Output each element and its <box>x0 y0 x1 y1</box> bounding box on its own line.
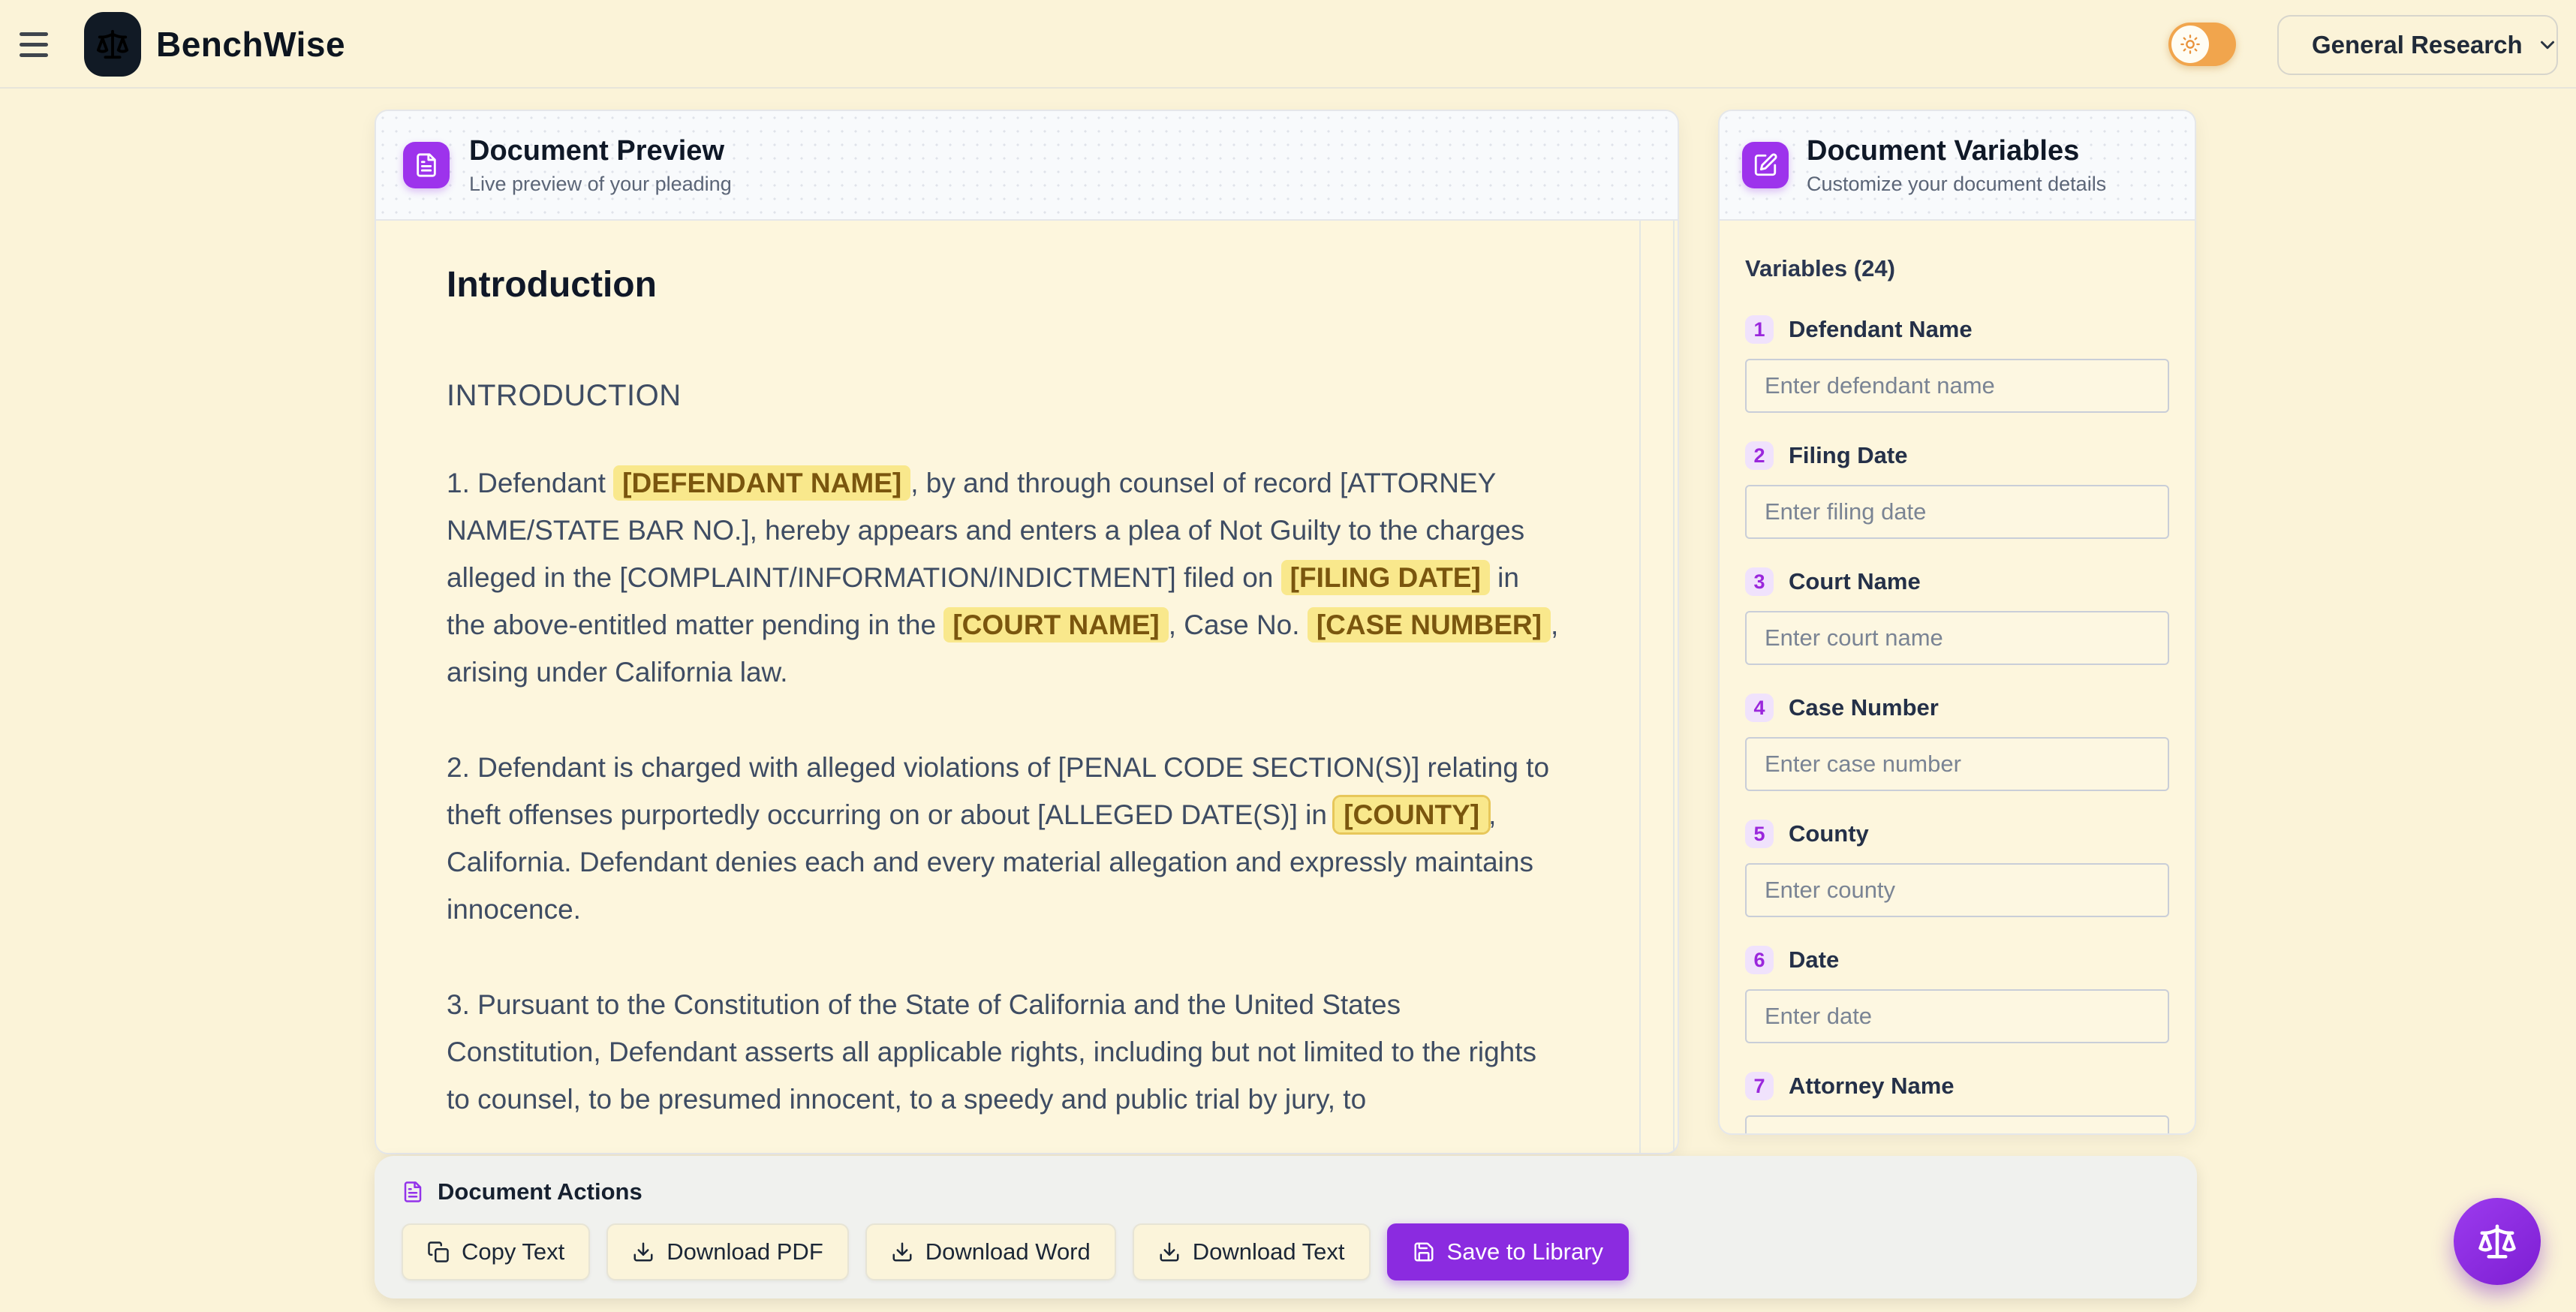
paragraph-text: , California. Defendant denies each and every material allegation and expressly maintains innocence. <box>447 799 1533 925</box>
variable-highlight-token[interactable]: [CASE NUMBER] <box>1308 607 1551 642</box>
brand-title: BenchWise <box>156 25 346 64</box>
paragraph-text: , Case No. <box>1168 609 1308 640</box>
menu-icon[interactable] <box>20 26 53 63</box>
chevron-down-icon <box>2536 34 2559 56</box>
download-word-button[interactable]: Download Word <box>865 1223 1116 1280</box>
theme-toggle[interactable] <box>2168 23 2236 66</box>
document-heading: Introduction <box>447 265 657 305</box>
document-scrollbar[interactable] <box>1639 221 1675 1153</box>
variable-item <box>1745 946 2169 1043</box>
download-icon <box>632 1241 655 1263</box>
paragraph-text: in the above-entitled matter pending in the <box>447 562 1519 640</box>
variable-item <box>1745 567 2169 665</box>
workspace-selector[interactable] <box>2277 15 2558 75</box>
toggle-knob <box>2171 26 2209 63</box>
paragraph-text: , arising under California law. <box>447 609 1559 688</box>
benchwise-logo[interactable] <box>84 12 141 77</box>
variable-label: Filing Date <box>1789 442 1908 468</box>
variable-number-badge: 6 <box>1745 946 1774 974</box>
download-text-button[interactable]: Download Text <box>1133 1223 1371 1280</box>
variable-number-badge: 4 <box>1745 694 1774 722</box>
document-paragraph <box>447 981 1561 1123</box>
document-variables-panel <box>1718 110 2196 1135</box>
download-pdf-button[interactable]: Download PDF <box>606 1223 848 1280</box>
actions-title: Document Actions <box>438 1178 642 1205</box>
save-icon <box>1413 1241 1435 1263</box>
variable-number-badge: 2 <box>1745 441 1774 470</box>
variable-number-badge: 7 <box>1745 1072 1774 1100</box>
variable-label: Defendant Name <box>1789 316 1973 342</box>
variable-highlight-token[interactable]: [FILING DATE] <box>1281 560 1490 595</box>
variable-label: Attorney Name <box>1789 1073 1955 1099</box>
document-paragraphs <box>447 459 1561 1123</box>
variable-item <box>1745 441 2169 539</box>
preview-header <box>376 111 1678 221</box>
variables-title: Document Variables <box>1807 134 2080 167</box>
scales-icon <box>95 27 130 62</box>
preview-subtitle: Live preview of your pleading <box>469 172 732 195</box>
variable-number-badge: 3 <box>1745 567 1774 596</box>
variable-highlight-token[interactable]: [COURT NAME] <box>943 607 1168 642</box>
variables-list <box>1720 221 2195 1135</box>
variable-number-badge: 5 <box>1745 820 1774 848</box>
document-subheading: INTRODUCTION <box>447 379 682 412</box>
variable-input-attorney-name[interactable] <box>1745 1115 2169 1135</box>
variables-count-label: Variables (24) <box>1745 255 1895 281</box>
paragraph-text: 3. Pursuant to the Constitution of the State of California and the United States Constitution, Defendant asserts all applicable rights, including but not limited to the rights to counsel, to be presumed innocent, to a speedy and public trial by jury, to <box>447 989 1537 1115</box>
sun-icon <box>2180 34 2201 55</box>
variable-highlight-token[interactable]: [DEFENDANT NAME] <box>613 465 910 501</box>
variable-input-case-number[interactable] <box>1745 737 2169 791</box>
variable-item <box>1745 694 2169 791</box>
variables-header <box>1720 111 2195 221</box>
scales-icon <box>2477 1221 2517 1262</box>
document-actions-bar <box>375 1156 2197 1298</box>
paragraph-text: , by and through counsel of record [ATTORNEY NAME/STATE BAR NO.], hereby appears and enters a plea of Not Guilty to the charges alleged in the [COMPLAINT/INFORMATION/INDICTMENT] filed on <box>447 468 1525 593</box>
variable-number-badge: 1 <box>1745 315 1774 344</box>
variable-label: Date <box>1789 946 1840 973</box>
variable-highlight-token[interactable]: [COUNTY] <box>1335 797 1488 832</box>
download-icon <box>1158 1241 1181 1263</box>
download-icon <box>891 1241 913 1263</box>
square-pen-icon <box>1742 142 1789 188</box>
variable-input-court-name[interactable] <box>1745 611 2169 665</box>
workspace-label: General Research <box>2312 31 2523 59</box>
variable-label: Court Name <box>1789 568 1921 594</box>
save-to-library-button[interactable]: Save to Library <box>1387 1223 1630 1280</box>
variables-subtitle: Customize your document details <box>1807 172 2107 195</box>
variable-item <box>1745 315 2169 413</box>
paragraph-text: 2. Defendant is charged with alleged violations of [PENAL CODE SECTION(S)] relating to theft offenses purportedly occurring on or about [ALLEGED DATE(S)] in <box>447 752 1550 830</box>
variable-item <box>1745 1072 2169 1135</box>
variable-input-defendant-name[interactable] <box>1745 359 2169 413</box>
document-content[interactable] <box>376 221 1678 1153</box>
variable-label: Case Number <box>1789 694 1939 721</box>
preview-title: Document Preview <box>469 134 724 167</box>
top-navbar <box>0 0 2576 89</box>
copy-text-button[interactable]: Copy Text <box>402 1223 590 1280</box>
variable-label: County <box>1789 820 1869 847</box>
document-preview-panel <box>375 110 1679 1154</box>
variable-item <box>1745 820 2169 917</box>
file-text-icon <box>403 142 450 188</box>
copy-icon <box>427 1241 450 1263</box>
variable-input-filing-date[interactable] <box>1745 485 2169 539</box>
benchwise-fab-button[interactable] <box>2454 1198 2541 1285</box>
paragraph-text: 1. Defendant <box>447 468 614 498</box>
document-paragraph <box>447 459 1561 696</box>
document-paragraph <box>447 744 1561 933</box>
file-text-icon <box>402 1181 424 1203</box>
variable-input-date[interactable] <box>1745 989 2169 1043</box>
variable-input-county[interactable] <box>1745 863 2169 917</box>
